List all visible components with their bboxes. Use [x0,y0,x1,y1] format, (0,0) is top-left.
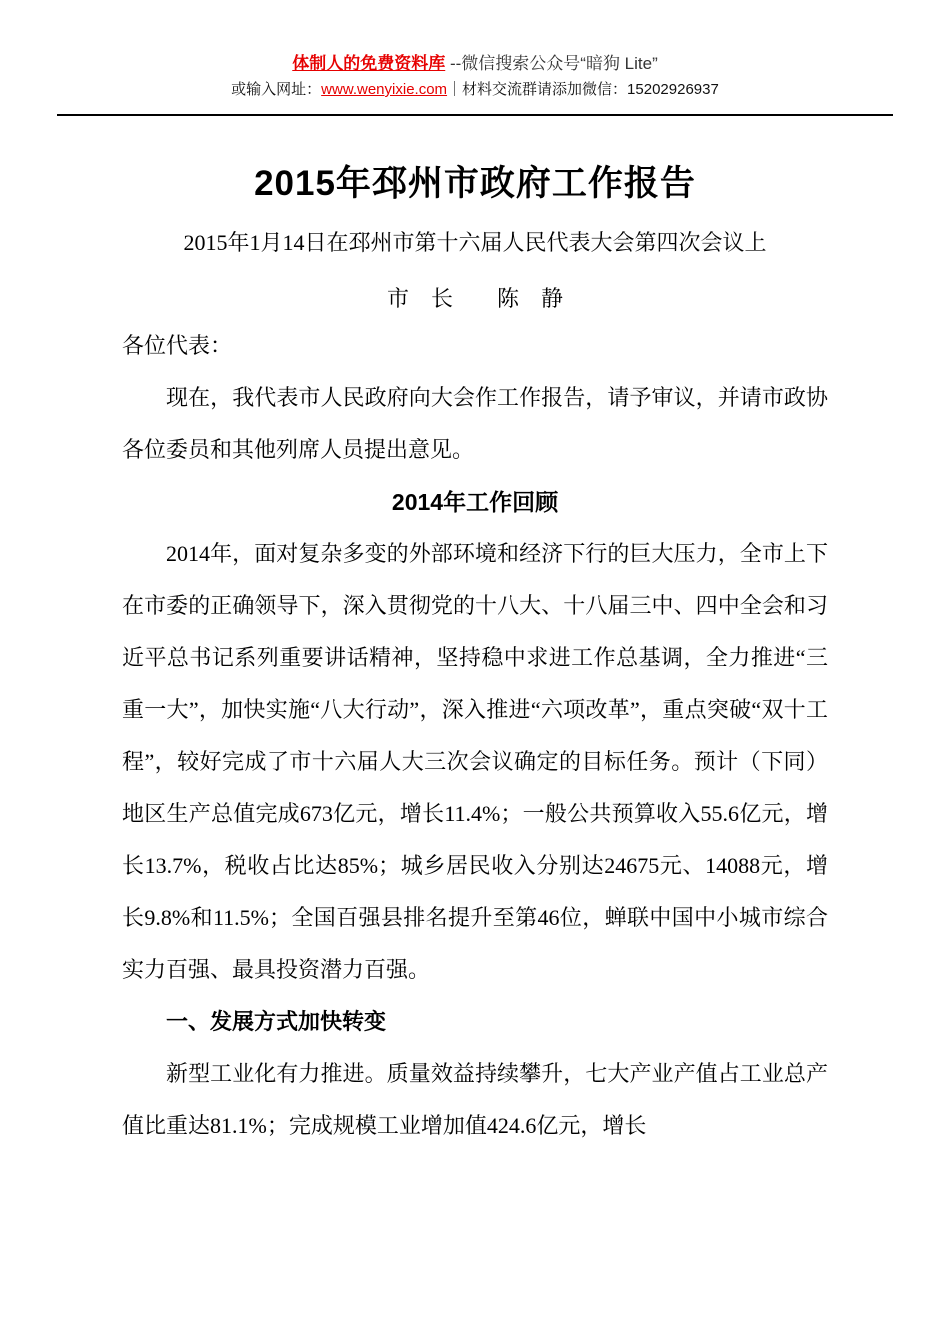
review-paragraph: 2014年，面对复杂多变的外部环境和经济下行的巨大压力，全市上下在市委的正确领导下，深入贯彻党的十八大、十八届三中、四中全会和习近平总书记系列重要讲话精神，坚持稳中求进工作总基调，全力推进“三重一大”，加快实施“八大行动”，深入推进“六项改革”，重点突破“双十工程”，较好完成了市十六届人大三次会议确定的目标任务。预计（下同）地区生产总值完成673亿元，增长11.4%；一般公共预算收入55.6亿元，增长13.7%，税收占比达85%；城乡居民收入分别达24675元、14088元，增长9.8%和11.5%；全国百强县排名提升至第46位，蝉联中国中小城市综合实力百强、最具投资潜力百强。 [122,541,828,982]
industry-paragraph: 新型工业化有力推进。质量效益持续攀升，七大产业产值占工业总产值比重达81.1%；完成规模工业增加值424.6亿元，增长 [122,1061,828,1138]
promo-url-prefix: 或输入网址： [231,81,322,98]
report-byline: 市 长 陈 静 [386,286,563,311]
promo-header [0,0,950,116]
report-subtitle: 2015年1月14日在邳州市第十六届人民代表大会第四次会议上 [183,230,767,255]
report-title: 2015年邳州市政府工作报告 [254,164,696,203]
intro-paragraph: 现在，我代表市人民政府向大会作工作报告，请予审议，并请市政协各位委员和其他列席人员提出意见。 [122,385,828,462]
promo-tagline-text: --微信搜索公众号“暗狗 Lite” [445,54,658,73]
promo-website-link[interactable]: www.wenyixie.com [321,81,448,98]
report-body [122,158,828,1152]
promo-header-line2 [0,77,950,103]
promo-brand-text: 体制人的免费资料库 [292,54,446,73]
section-heading-2014-review: 2014年工作回顾 [391,489,559,515]
salutation: 各位代表： [122,333,233,358]
subsection-heading-development: 一、发展方式加快转变 [166,1009,387,1034]
promo-url-suffix: ｜材料交流群请添加微信：15202926937 [447,81,719,98]
promo-header-line1 [0,50,950,77]
header-divider-line [57,114,893,116]
